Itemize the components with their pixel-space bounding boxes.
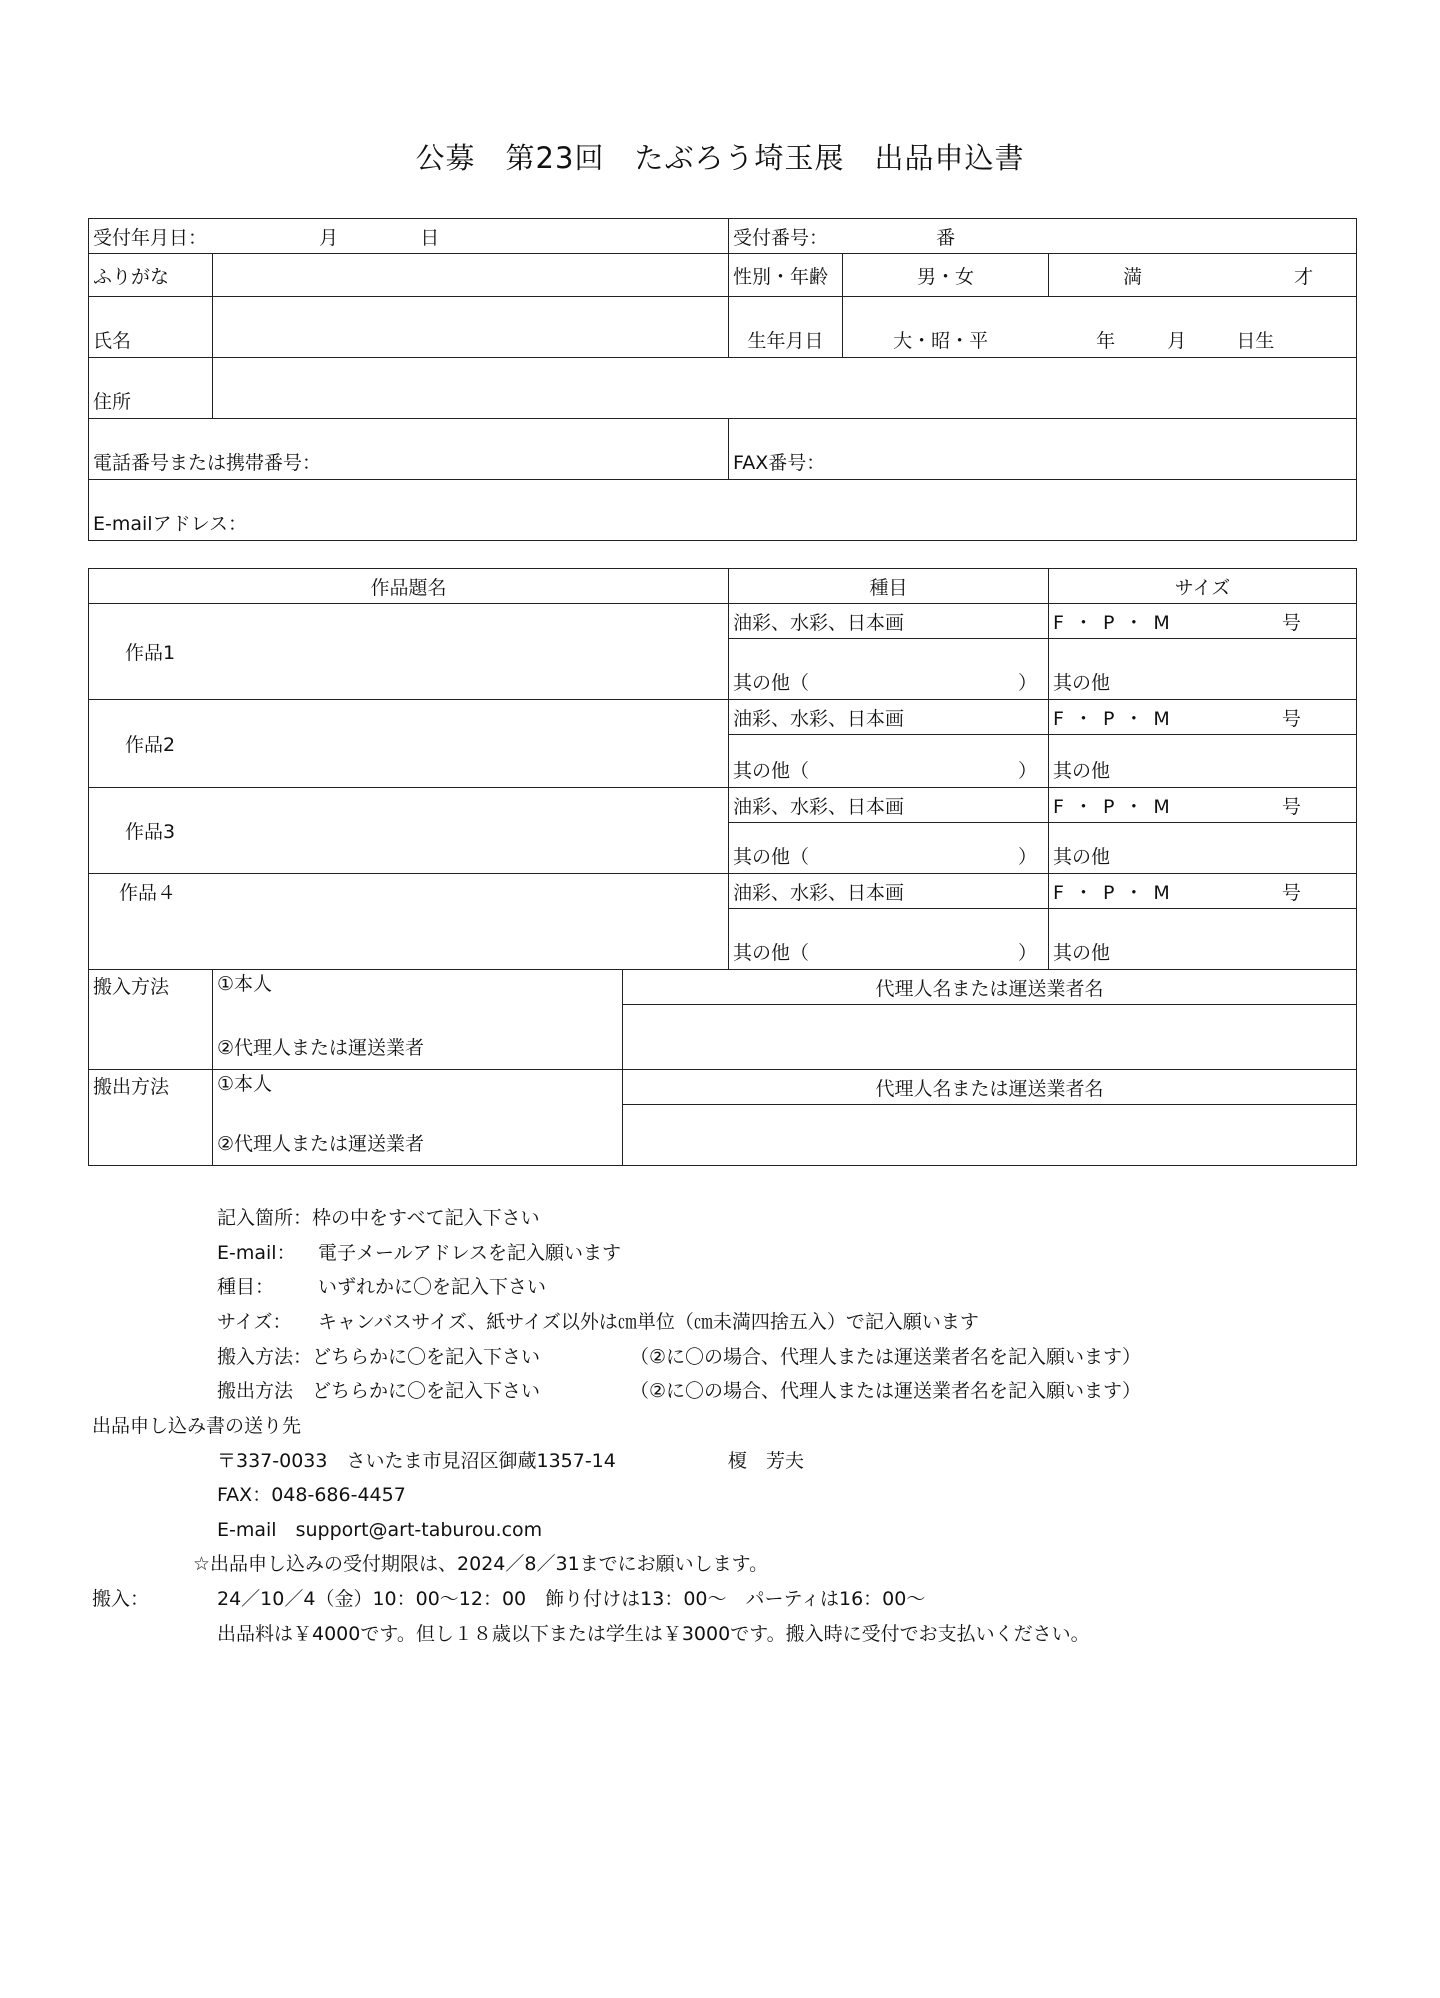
furigana-label: ふりがな bbox=[89, 254, 213, 297]
fax-field[interactable]: FAX番号： bbox=[729, 419, 1357, 480]
delivery-out-label: 搬出方法 bbox=[89, 1070, 213, 1166]
contact-person: 榎 芳夫 bbox=[728, 1450, 805, 1472]
note-delivery-in: 搬入方法：どちらかに〇を記入下さい bbox=[217, 1346, 541, 1368]
type-options[interactable]: 油彩、水彩、日本画 bbox=[729, 788, 1049, 823]
delivery-in-options[interactable]: ①本人 ②代理人または運送業者 bbox=[213, 970, 623, 1070]
note-size-label: サイズ： bbox=[217, 1311, 292, 1333]
work-title-cell[interactable] bbox=[89, 788, 729, 874]
received-date-label: 受付年月日： bbox=[93, 226, 208, 249]
email-field[interactable]: E-mailアドレス： bbox=[89, 480, 1357, 541]
deadline-note: ☆出品申し込みの受付期限は、2024／8／31までにお願いします。 bbox=[193, 1553, 769, 1575]
send-to-heading: 出品申し込み書の送り先 bbox=[92, 1415, 302, 1437]
address-input[interactable] bbox=[213, 358, 1357, 419]
type-other[interactable]: 其の他（ ） bbox=[729, 823, 1049, 874]
contact-email[interactable]: E-mail support@art-taburou.com bbox=[217, 1519, 543, 1541]
work-label: 作品1 bbox=[125, 642, 176, 664]
applicant-table bbox=[88, 218, 1357, 541]
type-options[interactable]: 油彩、水彩、日本画 bbox=[729, 604, 1049, 639]
work-title-cell[interactable] bbox=[89, 700, 729, 788]
type-options[interactable]: 油彩、水彩、日本画 bbox=[729, 874, 1049, 909]
birth-month-label: 月 bbox=[1167, 330, 1187, 352]
delivery-out-agent-header: 代理人名または運送業者名 bbox=[623, 1070, 1357, 1105]
note-size-text: キャンバスサイズ、紙サイズ以外は㎝単位（㎝未満四捨五入）で記入願います bbox=[318, 1311, 979, 1333]
type-other[interactable]: 其の他（ ） bbox=[729, 735, 1049, 788]
size-options[interactable]: F・P・M 号 bbox=[1049, 874, 1357, 909]
entry-fee-note: 出品料は￥4000です。但し１８歳以下または学生は￥3000です。搬入時に受付でお支払いください。 bbox=[217, 1623, 1090, 1645]
man-label: 満 bbox=[1123, 265, 1143, 288]
type-other[interactable]: 其の他（ ） bbox=[729, 909, 1049, 970]
delivery-out-options[interactable]: ①本人 ②代理人または運送業者 bbox=[213, 1070, 623, 1166]
year-label: 年 bbox=[1096, 330, 1116, 352]
sai-label: 才 bbox=[1294, 265, 1314, 288]
furigana-input[interactable] bbox=[213, 254, 729, 297]
birth-label: 生年月日 bbox=[729, 297, 843, 358]
delivery-in-agent-input[interactable] bbox=[623, 1005, 1357, 1070]
address-label: 住所 bbox=[89, 358, 213, 419]
birth-date-field[interactable] bbox=[843, 297, 1357, 358]
note-fill-all: 記入箇所：枠の中をすべて記入下さい bbox=[217, 1207, 540, 1229]
type-other[interactable]: 其の他（ ） bbox=[729, 639, 1049, 700]
era-options: 大・昭・平 bbox=[893, 330, 989, 352]
work-label: 作品2 bbox=[125, 734, 176, 756]
type-options[interactable]: 油彩、水彩、日本画 bbox=[729, 700, 1049, 735]
note-type-label: 種目： bbox=[217, 1276, 275, 1298]
work-title-cell[interactable] bbox=[89, 604, 729, 700]
size-other[interactable]: 其の他 bbox=[1049, 909, 1357, 970]
header-type: 種目 bbox=[729, 569, 1049, 604]
contact-fax: FAX：048-686-4457 bbox=[217, 1484, 406, 1506]
delivery-in-agent-header: 代理人名または運送業者名 bbox=[623, 970, 1357, 1005]
size-other[interactable]: 其の他 bbox=[1049, 639, 1357, 700]
note-email-label: E-mail： bbox=[217, 1242, 296, 1264]
postal-address: 〒337-0033 さいたま市見沼区御蔵1357-14 bbox=[217, 1450, 616, 1472]
ban-label: 番 bbox=[936, 226, 956, 249]
phone-field[interactable]: 電話番号または携帯番号： bbox=[89, 419, 729, 480]
delivery-in-schedule-label: 搬入： bbox=[92, 1588, 150, 1610]
header-size: サイズ bbox=[1049, 569, 1357, 604]
gender-age-label: 性別・年齢 bbox=[729, 254, 843, 297]
day-label: 日 bbox=[420, 226, 440, 249]
work-label: 作品3 bbox=[125, 821, 176, 843]
note-delivery-in-agent: （②に〇の場合、代理人または運送業者名を記入願います） bbox=[630, 1346, 1142, 1368]
note-email-text: 電子メールアドレスを記入願います bbox=[318, 1242, 622, 1264]
received-date-cell[interactable] bbox=[89, 219, 729, 254]
size-options[interactable]: F・P・M 号 bbox=[1049, 604, 1357, 639]
note-delivery-out-agent: （②に〇の場合、代理人または運送業者名を記入願います） bbox=[630, 1380, 1142, 1402]
name-input[interactable] bbox=[213, 297, 729, 358]
delivery-out-agent-input[interactable] bbox=[623, 1105, 1357, 1166]
size-other[interactable]: 其の他 bbox=[1049, 823, 1357, 874]
gender-field[interactable]: 男・女 bbox=[843, 254, 1049, 297]
receipt-number-cell[interactable] bbox=[729, 219, 1357, 254]
size-other[interactable]: 其の他 bbox=[1049, 735, 1357, 788]
receipt-number-label: 受付番号： bbox=[733, 226, 829, 249]
month-label: 月 bbox=[319, 226, 339, 249]
size-options[interactable]: F・P・M 号 bbox=[1049, 788, 1357, 823]
works-table bbox=[88, 568, 1357, 1166]
delivery-in-label: 搬入方法 bbox=[89, 970, 213, 1070]
delivery-in-schedule: 24／10／4（金）10：00〜12：00 飾り付けは13：00〜 パーティは16：00〜 bbox=[217, 1588, 926, 1610]
note-delivery-out: 搬出方法 どちらかに〇を記入下さい bbox=[217, 1380, 541, 1402]
birth-day-label: 日生 bbox=[1236, 330, 1275, 352]
header-title: 作品題名 bbox=[89, 569, 729, 604]
work-label: 作品４ bbox=[119, 882, 177, 904]
size-options[interactable]: F・P・M 号 bbox=[1049, 700, 1357, 735]
age-field[interactable] bbox=[1049, 254, 1357, 297]
work-title-cell[interactable] bbox=[89, 874, 729, 970]
name-label: 氏名 bbox=[89, 297, 213, 358]
page-title: 公募 第23回 たぶろう埼玉展 出品申込書 bbox=[415, 141, 1025, 175]
note-type-text: いずれかに〇を記入下さい bbox=[318, 1276, 547, 1298]
